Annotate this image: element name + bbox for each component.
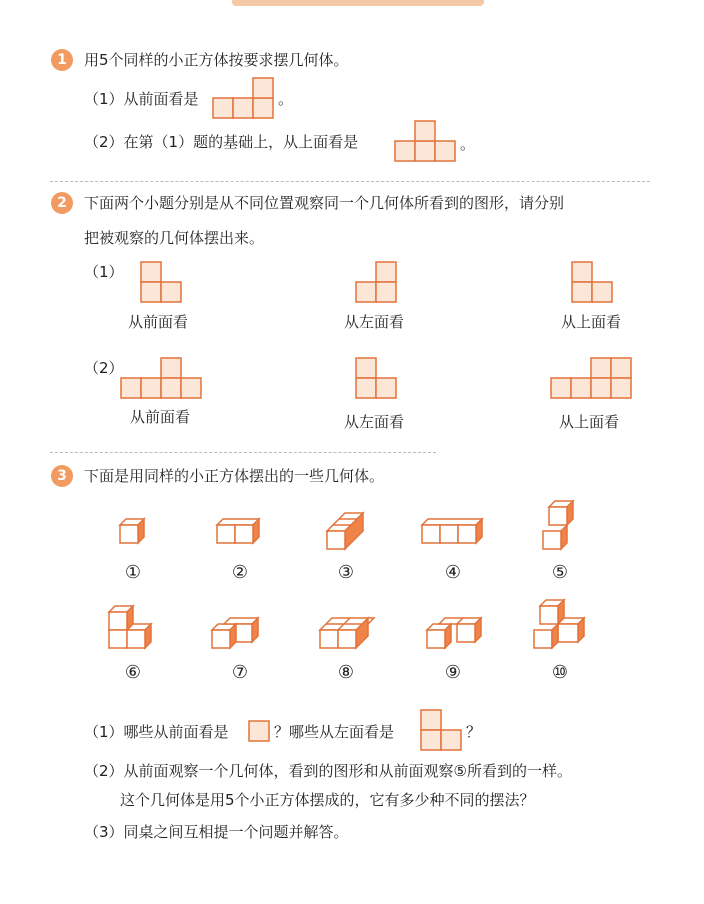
q2-part1-top-view-grid xyxy=(571,261,613,303)
cube-figure-3 xyxy=(325,510,367,554)
question-2-line1: 下面两个小题分别是从不同位置观察同一个几何体所看到的图形，请分别 xyxy=(84,194,565,212)
q1-part1-front-view-grid xyxy=(212,77,274,119)
question-2-badge: 2 xyxy=(51,192,73,214)
q2-part1-left-caption: 从左面看 xyxy=(344,313,405,331)
q2-part2-front-view-grid xyxy=(120,357,202,399)
q3-sub2-line1: （2）从前面观察一个几何体，看到的图形和从前面观察⑤所看到的一样。 xyxy=(84,762,572,780)
cube-figure-4 xyxy=(420,516,486,546)
figure-label-5: ⑤ xyxy=(551,562,569,583)
q1-part1-period: 。 xyxy=(278,90,294,108)
question-1-intro: 用5个同样的小正方体按要求摆几何体。 xyxy=(84,51,349,69)
q3-sub1-text-a: （1）哪些从前面看是 xyxy=(84,723,229,741)
q2-part2-left-view-grid xyxy=(355,357,397,399)
q3-sub1-left-view-grid xyxy=(420,709,462,751)
q2-part1-front-view-grid xyxy=(140,261,182,303)
q2-part2-front-caption: 从前面看 xyxy=(130,408,191,426)
section-divider xyxy=(50,452,436,453)
q2-part1-left-view-grid xyxy=(355,261,397,303)
figure-label-6: ⑥ xyxy=(124,662,142,683)
q3-sub1-text-b: ？哪些从左面看是 xyxy=(274,723,395,741)
q2-part2-top-view-grid xyxy=(550,357,632,399)
figure-label-2: ② xyxy=(231,562,249,583)
cube-figure-2 xyxy=(215,516,263,546)
figure-label-4: ④ xyxy=(444,562,462,583)
cube-figure-1 xyxy=(118,516,148,546)
q3-sub3: （3）同桌之间互相提一个问题并解答。 xyxy=(84,823,349,841)
figure-label-10: ⑩ xyxy=(551,662,569,683)
q2-part2-top-caption: 从上面看 xyxy=(559,413,620,431)
cube-figure-7 xyxy=(210,614,268,652)
q2-part1-front-caption: 从前面看 xyxy=(128,313,189,331)
q2-part1-top-caption: 从上面看 xyxy=(561,313,622,331)
section-divider xyxy=(50,181,650,182)
q1-part1-text: （1）从前面看是 xyxy=(84,90,199,108)
question-2-line2: 把被观察的几何体摆出来。 xyxy=(84,229,265,247)
cube-figure-6 xyxy=(107,604,157,652)
q1-part2-text: （2）在第（1）题的基础上，从上面看是 xyxy=(84,133,359,151)
cube-figure-5 xyxy=(541,498,579,554)
q2-part2-label: （2） xyxy=(84,359,124,377)
cube-figure-9 xyxy=(425,610,485,652)
figure-label-1: ① xyxy=(124,562,142,583)
question-3-badge: 3 xyxy=(51,465,73,487)
q3-sub1-text-c: ？ xyxy=(466,723,482,741)
question-1-badge: 1 xyxy=(51,49,73,71)
figure-label-7: ⑦ xyxy=(231,662,249,683)
cube-figure-8 xyxy=(318,614,378,652)
q2-part2-left-caption: 从左面看 xyxy=(344,413,405,431)
q1-part2-period: 。 xyxy=(460,135,476,153)
figure-label-8: ⑧ xyxy=(337,662,355,683)
q3-sub2-line2: 这个几何体是用5个小正方体摆成的，它有多少种不同的摆法？ xyxy=(120,791,535,809)
cube-figure-10 xyxy=(532,598,588,652)
figure-label-9: ⑨ xyxy=(444,662,462,683)
question-3-intro: 下面是用同样的小正方体摆出的一些几何体。 xyxy=(84,467,385,485)
q2-part1-label: （1） xyxy=(84,263,124,281)
top-decoration-bar xyxy=(232,0,484,6)
q1-part2-top-view-grid xyxy=(394,120,456,162)
figure-label-3: ③ xyxy=(337,562,355,583)
q3-sub1-single-square xyxy=(248,720,270,742)
